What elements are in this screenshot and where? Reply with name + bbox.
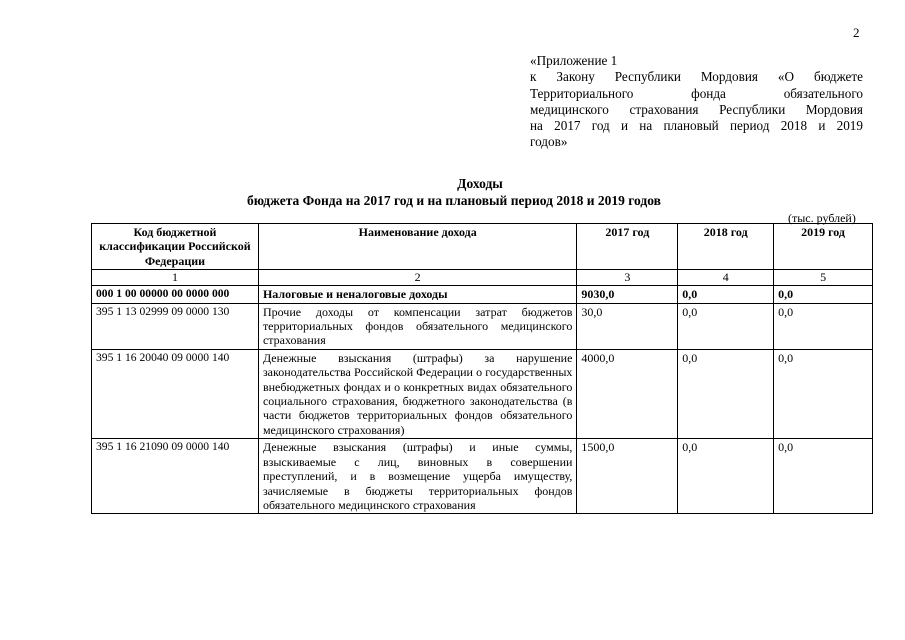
document-subtitle: бюджета Фонда на 2017 год и на плановый период 2018 и 2019 годов [247,193,661,208]
header-2017: 2017 год [577,224,678,270]
appendix-line: на 2017 год и на плановый период 2018 и 2019 [530,118,863,134]
header-2019: 2019 год [774,224,873,270]
appendix-line: к Закону Республики Мордовия «О бюджете [530,69,863,85]
appendix-note [530,53,863,151]
row-value-2017: 1500,0 [577,439,678,514]
appendix-line: годов» [530,134,568,150]
row-value-2019: 0,0 [774,439,873,514]
appendix-line: медицинского страхования Республики Мордовия [530,101,863,117]
page-number: 2 [853,25,860,40]
appendix-line: «Приложение 1 [530,53,618,68]
table-row [92,349,873,438]
row-value-2018: 0,0 [678,439,774,514]
row-code: 395 1 16 21090 09 0000 140 [92,439,259,514]
header-code: Код бюджетной классификации Российской Федерации [92,224,259,270]
row-value-2019: 0,0 [774,286,873,303]
row-value-2019: 0,0 [774,303,873,349]
table-header-row [92,224,873,270]
units-note: (тыс. рублей) [788,211,856,225]
table-row [92,439,873,514]
table-row [92,303,873,349]
column-number: 2 [258,270,576,286]
row-name: Налоговые и неналоговые доходы [258,286,576,303]
row-value-2017: 30,0 [577,303,678,349]
row-value-2018: 0,0 [678,303,774,349]
column-number-row [92,270,873,286]
document-title: Доходы [457,176,503,191]
row-code: 000 1 00 00000 00 0000 000 [92,286,259,303]
row-code: 395 1 16 20040 09 0000 140 [92,349,259,438]
row-value-2017: 9030,0 [577,286,678,303]
row-name: Денежные взыскания (штрафы) и иные суммы, взыскиваемые с лиц, виновных в совершении преступлений, и в возмещение ущерба имуществу, зачисляемые в бюджеты территориальных фондов обязательного медицинского страхования [258,439,576,514]
income-table [91,223,873,514]
row-name: Денежные взыскания (штрафы) за нарушение законодательства Российской Федерации о государственных внебюджетных фондах и о конкретных видах обязательного социального страхования, бюджетного законодательства (в части бюджетов территориальных фондов обязательного медицинского страхования) [258,349,576,438]
appendix-line: Территориального фонда обязательного [530,85,863,101]
header-name: Наименование дохода [258,224,576,270]
row-value-2018: 0,0 [678,349,774,438]
column-number: 5 [774,270,873,286]
row-name: Прочие доходы от компенсации затрат бюджетов территориальных фондов обязательного медицинского страхования [258,303,576,349]
column-number: 1 [92,270,259,286]
table-row [92,286,873,303]
row-value-2019: 0,0 [774,349,873,438]
row-value-2017: 4000,0 [577,349,678,438]
row-code: 395 1 13 02999 09 0000 130 [92,303,259,349]
header-2018: 2018 год [678,224,774,270]
column-number: 4 [678,270,774,286]
row-value-2018: 0,0 [678,286,774,303]
column-number: 3 [577,270,678,286]
